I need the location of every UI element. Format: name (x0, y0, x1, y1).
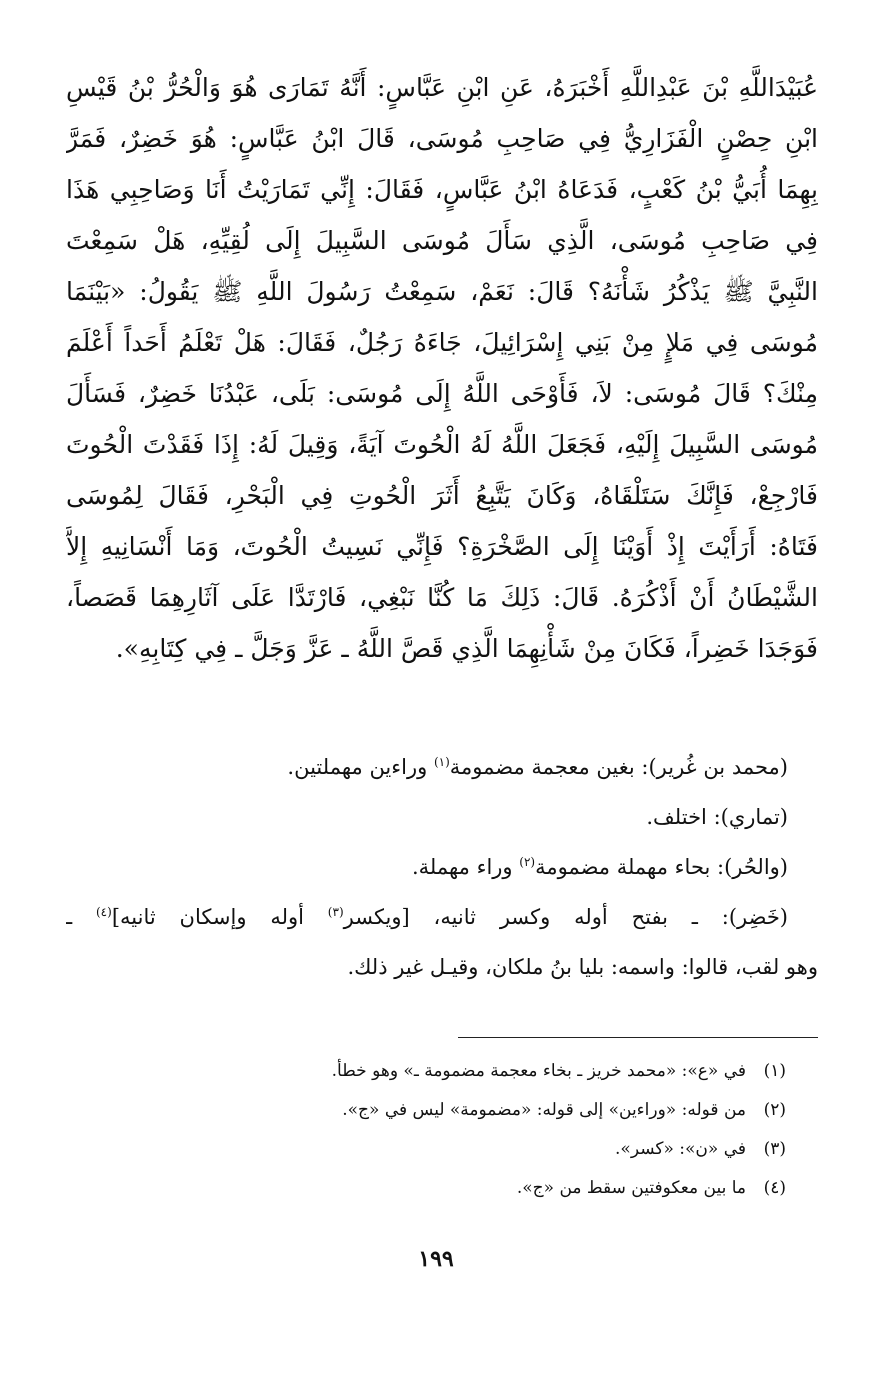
text-line-8: مُوسَى السَّبِيلَ إِلَيْهِ، فَجَعَلَ اللَّهُ لَهُ الْحُوتَ آيَةً، وَقِيلَ لَهُ: إِذَا فَقَدْتَ الْحُوتَ (66, 430, 818, 459)
note-text: وراء مهملة. (411, 855, 520, 879)
text-line-2: ابْنِ حِصْنٍ الْفَزَارِيُّ فِي صَاحِبِ مُوسَى، قَالَ ابْنُ عَبَّاسٍ: هُوَ خَضِرٌ، فَمَرَّ (66, 124, 818, 153)
text-line-7: مِنْكَ؟ قَالَ مُوسَى: لاَ، فَأَوْحَى اللَّهُ إِلَى مُوسَى: بَلَى، عَبْدُنَا خَضِرٌ، فَسَأَلَ (66, 379, 818, 408)
text-line-12: فَوَجَدَا خَضِراً، فَكَانَ مِنْ شَأْنِهِمَا الَّذِي قَصَّ اللَّهُ ـ عَزَّ وَجَلَّ ـ فِي كِتَابِهِ». (115, 634, 818, 663)
footnote-divider (458, 1037, 818, 1038)
footnote-ref: (٢) (519, 855, 536, 869)
footnote-4 (66, 1169, 818, 1208)
note-text: وراءين مهملتين. (287, 755, 434, 779)
footnote-1 (66, 1052, 818, 1091)
text-line-6: مُوسَى فِي مَلإٍ مِنْ بَنِي إِسْرَائِيلَ، جَاءَهُ رَجُلٌ، فَقَالَ: هَلْ تَعْلَمُ أَحَداً أَعْلَمَ (66, 328, 818, 357)
footnote-number: (١) (763, 1061, 786, 1081)
footnote-text: ما بين معكوفتين سقط من «ج». (516, 1178, 746, 1198)
text-line-3: بِهِمَا أُبَيُّ بْنُ كَعْبٍ، فَدَعَاهُ ابْنُ عَبَّاسٍ، فَقَالَ: إِنِّي تَمَارَيْتُ أَنَا وَصَاحِبِي هَذَا (66, 175, 818, 204)
footnote-text: من قوله: «وراءين» إلى قوله: «مضمومة» ليس في «ج». (342, 1100, 746, 1120)
text-line-10: فَتَاهُ: أَرَأَيْتَ إِذْ أَوَيْنَا إِلَى الصَّخْرَةِ؟ فَإِنِّي نَسِيتُ الْحُوتَ، وَمَا أَنْسَانِيهِ إِلاَّ (66, 532, 818, 561)
footnote-3 (66, 1130, 818, 1169)
footnote-ref: (٤) (95, 905, 112, 919)
text-line-1: عُبَيْدَاللَّهِ بْنَ عَبْدِاللَّهِ أَخْبَرَهُ، عَنِ ابْنِ عَبَّاسٍ: أَنَّهُ تَمَارَى هُوَ وَالْحُرُّ بْنُ قَيْسِ (66, 73, 818, 102)
footnotes (66, 1052, 818, 1208)
text-line-4: فِي صَاحِبِ مُوسَى، الَّذِي سَأَلَ مُوسَى السَّبِيلَ إِلَى لُقِيِّهِ، هَلْ سَمِعْتَ (66, 226, 818, 255)
note-hurr (66, 842, 818, 892)
note-text: أوله وإسكان ثانيه] (111, 905, 328, 929)
page-number: ١٩٩ (418, 1246, 454, 1272)
note-khadir (66, 892, 818, 942)
footnote-number: (٢) (763, 1100, 786, 1120)
text-line-9: فَارْجِعْ، فَإِنَّكَ سَتَلْقَاهُ، وَكَانَ يَتَّبِعُ أَثَرَ الْحُوتِ فِي الْبَحْرِ، فَقَالَ لِمُوسَى (66, 481, 818, 510)
hadith-text (66, 62, 818, 674)
text-line-5: النَّبِيَّ ﷺ يَذْكُرُ شَأْنَهُ؟ قَالَ: نَعَمْ، سَمِعْتُ رَسُولَ اللَّهِ ﷺ يَقُولُ: «بَيْنَمَا (66, 277, 818, 306)
note-text: ـ (66, 905, 96, 929)
note-khadir-continued: وهو لقب، قالوا: واسمه: بليا بنُ ملكان، وقيـل غير ذلك. (347, 955, 818, 979)
note-ghurair (66, 742, 818, 792)
footnote-number: (٤) (763, 1178, 786, 1198)
footnote-ref: (٣) (327, 905, 344, 919)
footnote-2 (66, 1091, 818, 1130)
footnote-ref: (١) (433, 755, 450, 769)
footnote-text: في «ن»: «كسر». (615, 1139, 746, 1159)
footnote-text: في «ع»: «محمد خريز ـ بخاء معجمة مضمومة ـ» وهو خطأ. (331, 1061, 746, 1081)
text-line-11: الشَّيْطَانُ أَنْ أَذْكُرَهُ. قَالَ: ذَلِكَ مَا كُنَّا نَبْغِي، فَارْتَدَّا عَلَى آثَارِهِمَا قَصَصاً، (66, 583, 818, 612)
note-tamari: (تماري): اختلف. (646, 805, 788, 829)
commentary-notes (66, 742, 818, 992)
note-text: (والحُر): بحاء مهملة مضمومة (535, 855, 788, 879)
note-text: (محمد بن غُرير): بغين معجمة مضمومة (449, 755, 788, 779)
note-text: (خَضِر): ـ بفتح أوله وكسر ثانيه، [ويكسر (343, 905, 788, 929)
footnote-number: (٣) (763, 1139, 786, 1159)
